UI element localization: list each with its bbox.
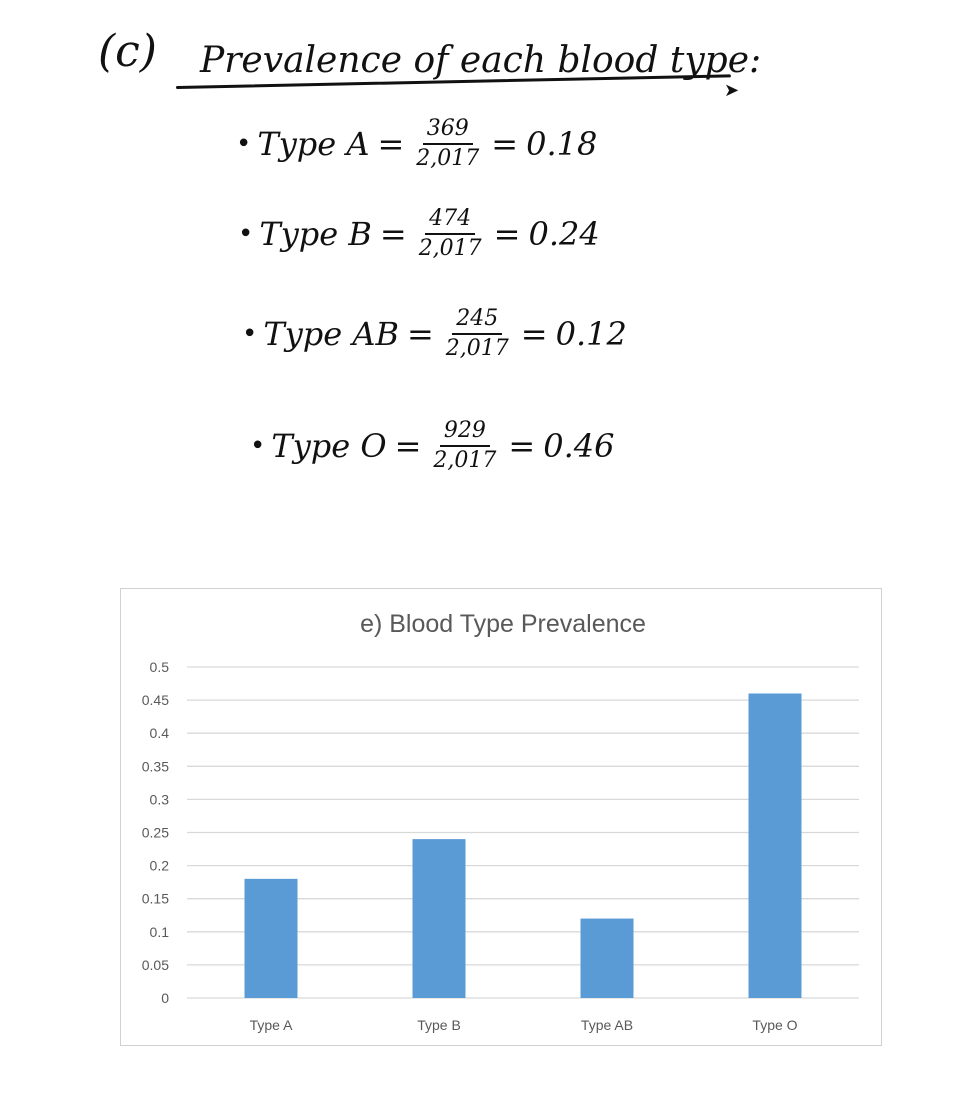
handwritten-notes: [0, 0, 962, 520]
bullet: •: [238, 219, 254, 249]
part-label: (c): [98, 26, 157, 77]
fraction: [446, 308, 509, 360]
equation-name: Type O: [271, 427, 387, 465]
fraction-numerator: 369: [423, 118, 473, 145]
equation-name: Type B: [259, 215, 372, 253]
x-tick-label: Type AB: [580, 1017, 634, 1033]
bar: [413, 839, 466, 998]
equation-result: 0.24: [528, 215, 600, 253]
y-tick-label: 0.1: [149, 923, 169, 940]
equation-result: 0.12: [555, 315, 627, 353]
equation-type-ab: [242, 308, 627, 360]
fraction: [419, 208, 482, 260]
equation-result: 0.18: [526, 125, 598, 163]
equation-type-a: [236, 118, 597, 170]
fraction-denominator: 2,017: [418, 236, 482, 261]
bar: [581, 919, 634, 998]
bullet: •: [236, 129, 252, 159]
y-tick-label: 0.3: [149, 791, 169, 808]
equation-name: Type A: [257, 125, 370, 163]
bullet: •: [250, 431, 266, 461]
equals-sign: =: [508, 427, 536, 465]
bullet: •: [242, 319, 258, 349]
chart-title: e) Blood Type Prevalence: [360, 610, 646, 638]
fraction-denominator: 2,017: [416, 146, 480, 171]
notes-heading: Prevalence of each blood type:: [200, 40, 762, 81]
y-tick-label: 0.05: [141, 956, 169, 973]
chart-frame: [120, 588, 882, 1046]
x-tick-label: Type A: [249, 1017, 293, 1033]
x-tick-label: Type B: [417, 1017, 461, 1033]
equation-type-o: [250, 420, 614, 472]
equals-sign: =: [394, 427, 422, 465]
equation-name: Type AB: [263, 315, 399, 353]
y-tick-label: 0: [161, 990, 169, 1006]
y-tick-label: 0.4: [149, 725, 169, 742]
fraction: [416, 118, 479, 170]
y-tick-label: 0.25: [141, 824, 169, 841]
fraction-denominator: 2,017: [433, 448, 497, 473]
fraction: [433, 420, 496, 472]
y-tick-label: 0.15: [141, 890, 169, 907]
equals-sign: =: [493, 215, 521, 253]
y-tick-label: 0.35: [141, 758, 169, 775]
arrow-right-icon: ➤: [724, 80, 740, 101]
equation-type-b: [238, 208, 600, 260]
bar: [749, 693, 802, 998]
equals-sign: =: [379, 215, 407, 253]
equals-sign: =: [406, 315, 434, 353]
bar-chart: [121, 589, 881, 1045]
equals-sign: =: [377, 125, 405, 163]
fraction-numerator: 245: [452, 308, 502, 335]
fraction-numerator: 929: [440, 420, 490, 447]
bar: [245, 879, 298, 998]
y-tick-label: 0.45: [141, 692, 169, 709]
fraction-numerator: 474: [425, 208, 475, 235]
equals-sign: =: [491, 125, 519, 163]
y-tick-label: 0.2: [149, 857, 169, 874]
y-tick-label: 0.5: [149, 659, 169, 675]
equation-result: 0.46: [543, 427, 615, 465]
equals-sign: =: [520, 315, 548, 353]
x-tick-label: Type O: [752, 1017, 798, 1033]
fraction-denominator: 2,017: [445, 336, 509, 361]
